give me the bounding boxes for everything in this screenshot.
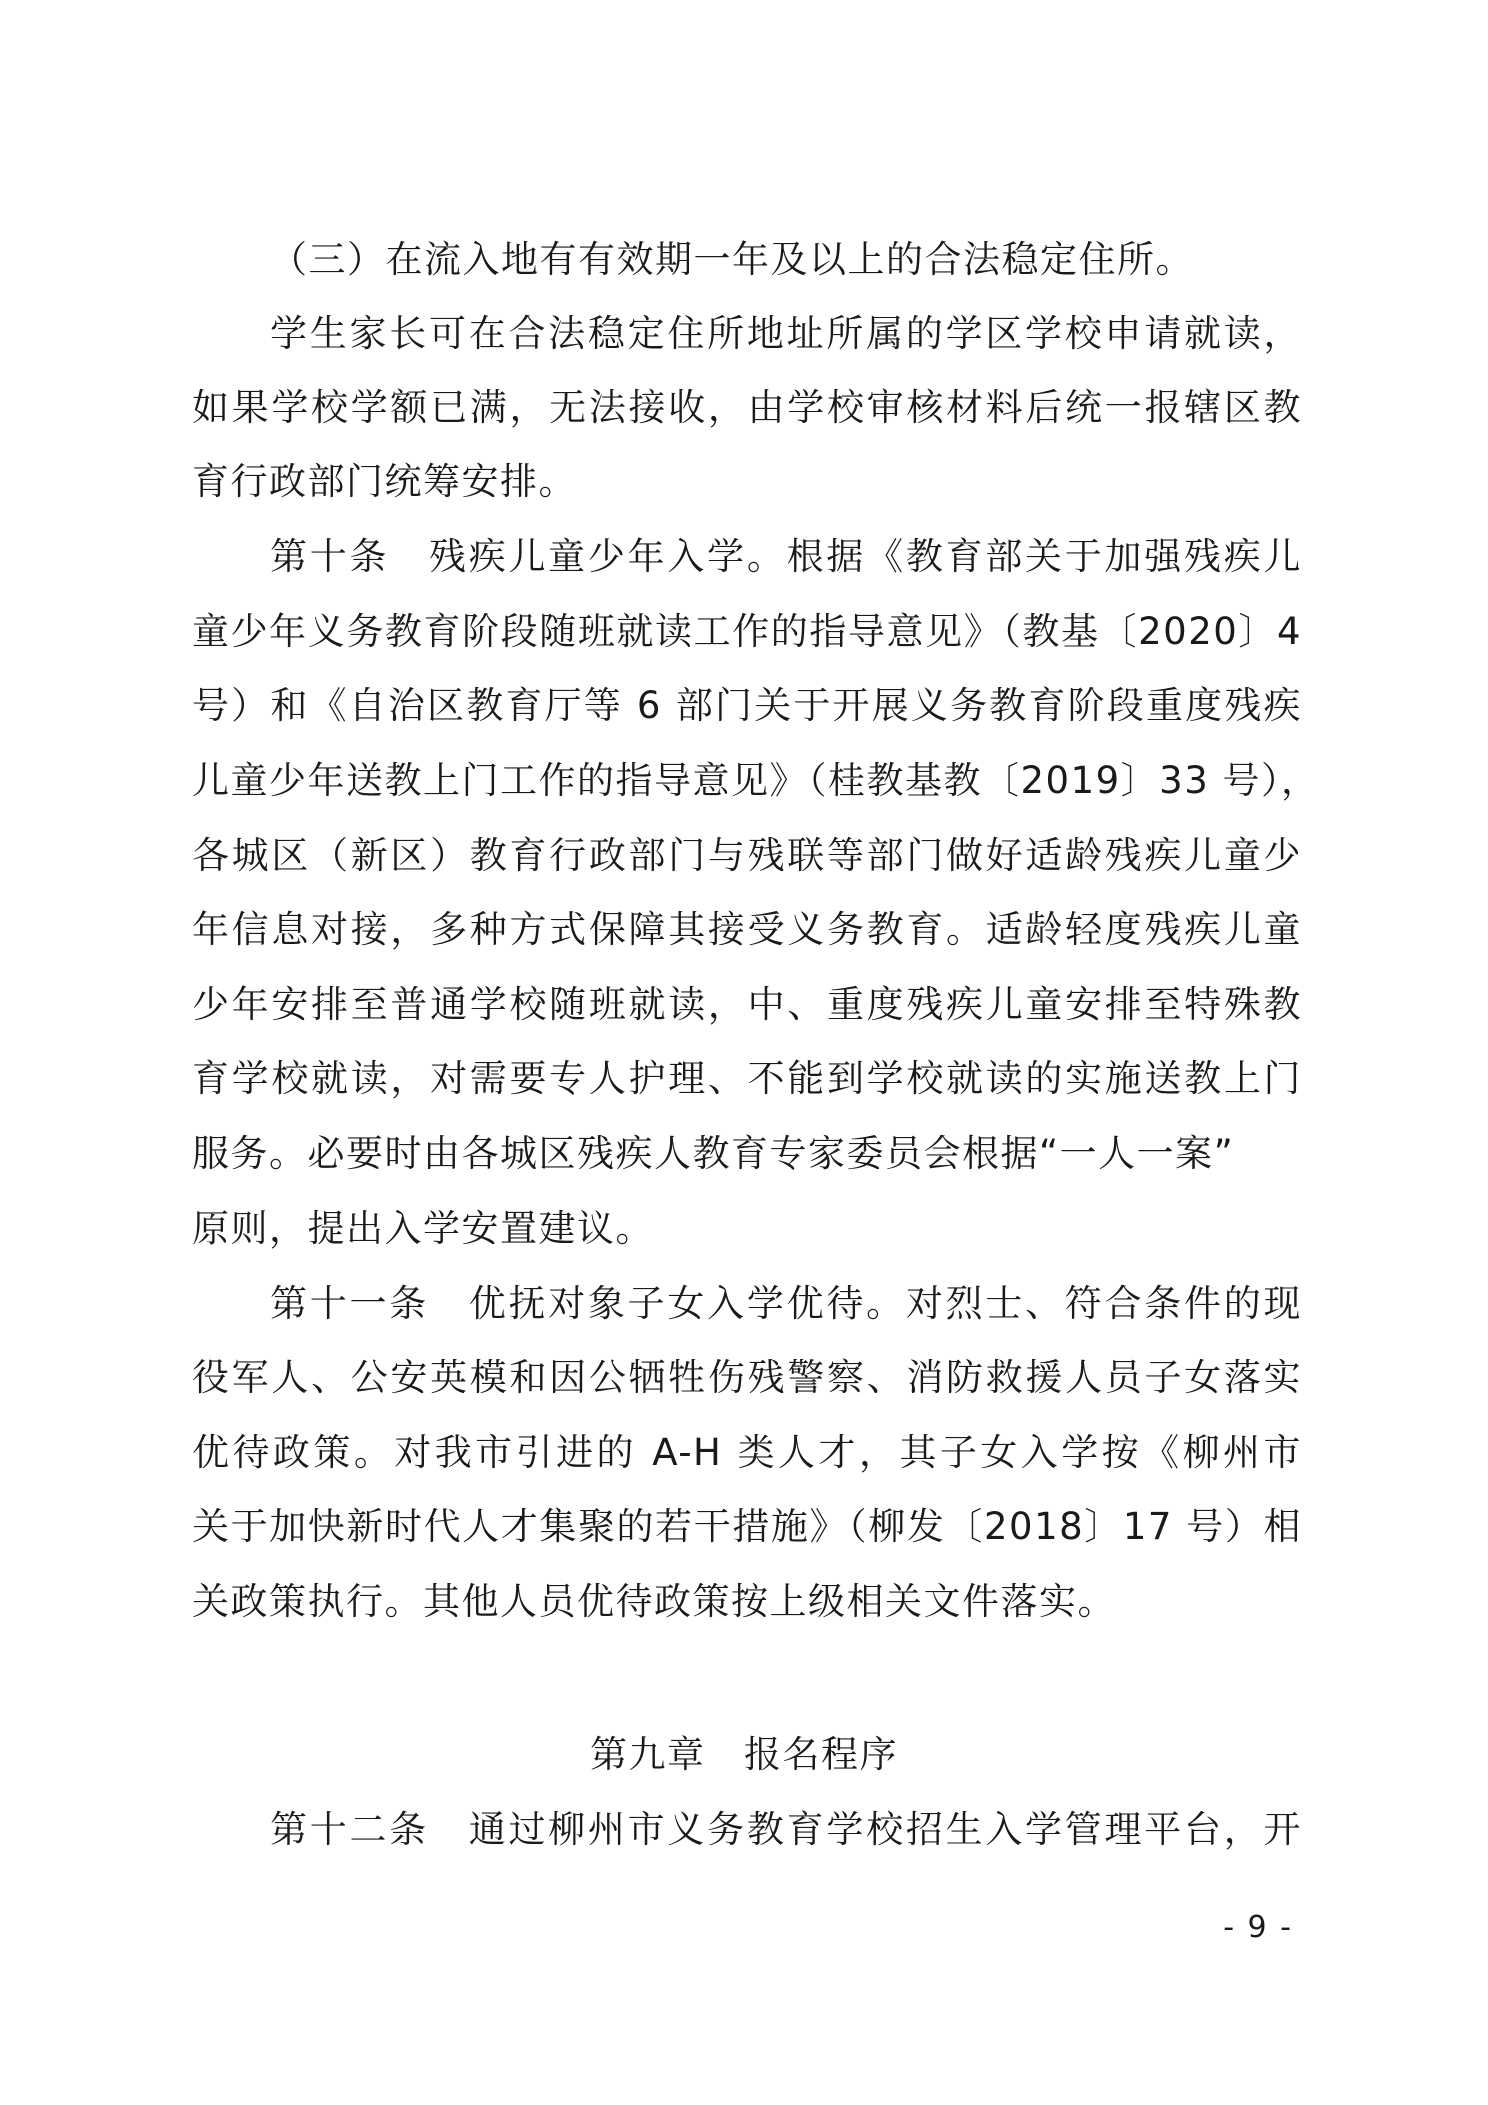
paragraph-line: 学生家长可在合法稳定住所地址所属的学区学校申请就读，: [270, 312, 1302, 355]
paragraph-line: 号）和《自治区教育厅等 6 部门关于开展义务教育阶段重度残疾: [192, 684, 1302, 727]
paragraph-line: 第十一条 优抚对象子女入学优待。对烈士、符合条件的现: [270, 1282, 1302, 1325]
paragraph-line: 育学校就读，对需要专人护理、不能到学校就读的实施送教上门: [192, 1057, 1302, 1100]
paragraph-line: 童少年义务教育阶段随班就读工作的指导意见》（教基〔2020〕4: [192, 610, 1302, 653]
chapter-heading: 第九章 报名程序: [590, 1733, 898, 1776]
paragraph-line: 儿童少年送教上门工作的指导意见》（桂教基教〔2019〕33 号），: [192, 759, 1320, 802]
paragraph-line: 关于加快新时代人才集聚的若干措施》（柳发〔2018〕17 号）相: [192, 1505, 1302, 1548]
paragraph-line: 少年安排至普通学校随班就读，中、重度残疾儿童安排至特殊教: [192, 983, 1302, 1026]
paragraph-line: 原则，提出入学安置建议。: [192, 1207, 654, 1250]
paragraph-line: 育行政部门统筹安排。: [192, 460, 577, 503]
paragraph-line: 如果学校学额已满，无法接收，由学校审核材料后统一报辖区教: [192, 386, 1302, 429]
paragraph-line: 第十条 残疾儿童少年入学。根据《教育部关于加强残疾儿: [270, 535, 1302, 578]
page-number: - 9 -: [1223, 1910, 1293, 1945]
paragraph-line: （三）在流入地有有效期一年及以上的合法稳定住所。: [270, 238, 1194, 281]
paragraph-line: 各城区（新区）教育行政部门与残联等部门做好适龄残疾儿童少: [192, 834, 1302, 877]
paragraph-line: 年信息对接，多种方式保障其接受义务教育。适龄轻度残疾儿童: [192, 908, 1302, 951]
paragraph-line: 优待政策。对我市引进的 A-H 类人才，其子女入学按《柳州市: [192, 1431, 1302, 1474]
paragraph-line: 服务。必要时由各城区残疾人教育专家委员会根据“一人一案”: [192, 1132, 1235, 1175]
paragraph-line: 第十二条 通过柳州市义务教育学校招生入学管理平台，开: [270, 1808, 1302, 1851]
paragraph-line: 关政策执行。其他人员优待政策按上级相关文件落实。: [192, 1580, 1116, 1623]
paragraph-line: 役军人、公安英模和因公牺牲伤残警察、消防救援人员子女落实: [192, 1356, 1302, 1399]
